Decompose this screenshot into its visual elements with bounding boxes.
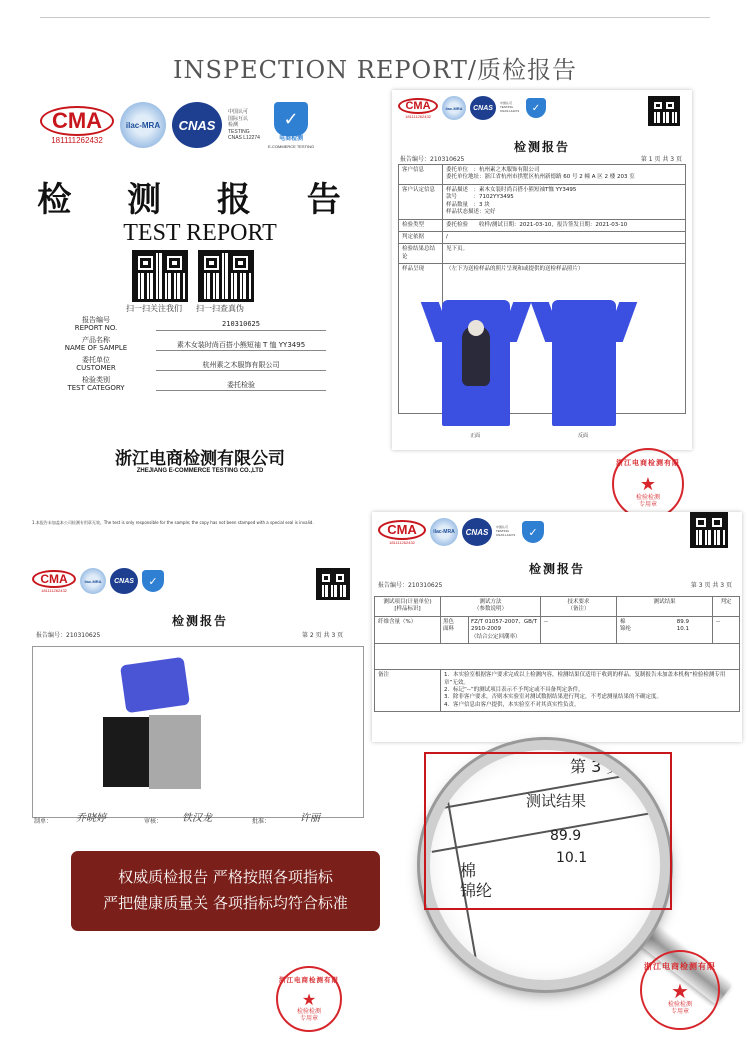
page2-page-count: 第 2 页 共 3 页: [302, 632, 344, 639]
table-row: 客户信息 委托单位 ：杭州素之木服饰有限公司 委托单位地址：浙江省杭州市拱墅区杭州新德路 60 号 2 幢 A 区 2 楼 203 室: [399, 165, 686, 185]
page1-report-no: 报告编号：210310625: [400, 156, 465, 163]
page1-title: 检测报告: [513, 140, 570, 154]
star-icon: ★: [639, 474, 657, 496]
page3-title: 检测报告: [528, 562, 585, 576]
star-icon: ★: [301, 990, 317, 1010]
field-label: 委托单位 CUSTOMER: [76, 356, 116, 373]
page3-logos: CMA 181111262432 ilac-MRA CNAS 中国认可 TESTING CNAS L12274 ✓: [378, 518, 544, 546]
check-shield-icon: ✓: [522, 521, 544, 543]
table-row: 备注 1．本实验室根据客户要求完成以上检测内容，检测结果仅适用于收到的样品。复制报告未加盖本机构“检验检测专用章”无效。 2．标记“--”的测试项目表示不予判定或不具备判定条件。 3．除非客户要求，否则本实验室对测试数据结果进行判定，不考虑测量结果的不确定度。 4．客户信息由客户提供，本实验室不对其真实性负责。: [375, 670, 740, 712]
banner-line-2: 严把健康质量关 各项指标均符合标准: [103, 894, 348, 912]
table-row: 客户认定信息 样品描述 ：素木女装时尚百搭小熊短袖T恤 YY3495 款号 ：7102YY3495 样品数量 ：3 块 样品状态描述：完好: [399, 184, 686, 219]
qr-code: [648, 96, 680, 126]
table-row: [375, 644, 740, 670]
cnas-logo: CNAS: [470, 96, 496, 120]
page3-results-table: [374, 596, 740, 712]
fabric-sample-photo: [32, 646, 364, 818]
page-title: INSPECTION REPORT/质检报告: [173, 56, 577, 84]
field-label: 报告编号 REPORT NO.: [74, 316, 118, 333]
banner-line-1: 权威质检报告 严格按照各项指标: [118, 868, 333, 886]
report-cover: [30, 88, 370, 478]
highlight-box: [424, 752, 672, 910]
test-category-value: 委托检验: [227, 381, 255, 389]
field-label: 检验类别 TEST CATEGORY: [67, 376, 125, 393]
magnified-value-nylon: 10.1: [556, 850, 588, 866]
table-row: 判定依据 /: [399, 231, 686, 243]
qr-caption-verify: 扫一扫查真伪: [196, 304, 244, 313]
table-header-row: 测试项目(计量单位) [样品标识] 测试方法 （参数说明） 技术要求 （备注） 测试结果 判定: [375, 597, 740, 617]
back-label: 反面: [578, 433, 589, 439]
quality-banner: [71, 851, 380, 931]
cnas-logo: CNAS: [110, 568, 138, 594]
qr-caption-follow: 扫一扫关注我们: [126, 304, 182, 313]
table-row: 检验类型 委托检验 收样/测试日期：2021-03-10，报告签发日期：2021-03-10: [399, 219, 686, 231]
qr-code-verify: [198, 250, 254, 302]
page2-title: 检测报告: [171, 614, 228, 628]
signature-reviewed: 铁汉龙: [182, 813, 212, 824]
ecom-testing-logo: ✓ 电商检测 E-COMMERCE TESTING: [268, 102, 314, 149]
cma-logo: CMA 181111262432: [398, 98, 438, 119]
cnas-text: 中国认可 国际互认 检测 TESTING CNAS L12274: [228, 109, 260, 142]
check-shield-icon: ✓: [526, 98, 546, 118]
report-page-1: [392, 90, 692, 450]
bear-head-icon: [468, 320, 484, 336]
signature-prepared: 乔晓婷: [76, 813, 106, 824]
page3-page-count: 第 3 页 共 3 页: [690, 582, 732, 589]
ilac-logo: ilac-MRA: [80, 568, 106, 594]
report-no-value: 210310625: [222, 320, 260, 328]
check-shield-icon: ✓: [142, 570, 164, 592]
page1-page-count: 第 1 页 共 3 页: [640, 156, 682, 163]
ilac-logo: ilac-MRA: [120, 102, 166, 148]
front-label: 正面: [470, 433, 481, 439]
signature-approved: 许丽: [300, 813, 320, 824]
page2-disclaimer: 1.本报告未加盖本公司检测专用章无效。The test is only responsible for the sample; the copy has not been stamped with a special seal is invalid.: [32, 520, 314, 525]
magnified-page-label: 第 3 页: [570, 757, 623, 776]
page3-report-no: 报告编号：210310625: [378, 582, 443, 589]
magnified-fiber-cotton: 棉: [460, 861, 477, 880]
cover-logos: [40, 102, 314, 149]
table-row: 纤维含量（%） 黑色 面料 FZ/T 01057-2007、GB/T 2910-2009 （结合公定回潮率） -- 棉 89.9 锦纶 10.1 --: [375, 616, 740, 643]
company-name-cn: 浙江电商检测有限公司: [115, 449, 285, 469]
report-page-2: [30, 516, 370, 831]
qr-code-follow: [132, 250, 188, 302]
sign-prepared: 制单：: [34, 818, 53, 825]
star-icon: ★: [671, 979, 689, 1004]
company-name-en: ZHEJIANG E-COMMERCE TESTING CO.,LTD: [136, 468, 264, 474]
cma-logo: CMA 181111262432: [32, 570, 76, 593]
blue-fabric-swatch: [120, 657, 190, 713]
black-fabric-swatch: [103, 717, 153, 787]
cma-logo: CMA 181111262432: [378, 520, 426, 545]
table-row: 检验结果总结论 见下页。: [399, 244, 686, 264]
cover-title-cn: 检 测 报 告: [37, 180, 363, 220]
cnas-logo: CNAS: [172, 102, 222, 148]
magnified-value-cotton: 89.9: [550, 828, 582, 844]
cma-logo: CMA 181111262432: [40, 106, 114, 145]
report-page-3: [372, 512, 742, 742]
inspection-seal: 浙江电商检测有限 ★ 检验检测 专用章: [612, 448, 684, 520]
sample-name-value: 素木女装时尚百搭小熊短袖 T 恤 YY3495: [176, 341, 306, 349]
ilac-logo: ilac-MRA: [430, 518, 458, 546]
cnas-logo: CNAS: [462, 518, 492, 546]
qr-code: [690, 512, 728, 548]
cover-title-en: TEST REPORT: [123, 220, 277, 246]
top-divider: [40, 17, 710, 18]
grey-fabric-swatch: [149, 715, 201, 789]
magnified-fiber-nylon: 锦纶: [460, 881, 493, 900]
qr-code: [316, 568, 350, 600]
cover-info-fields: [46, 316, 366, 396]
inspection-seal: 浙江电商检测有限 ★ 检验检测 专用章: [276, 966, 342, 1032]
inspection-seal: 浙江电商检测有限 ★ 检验检测 专用章: [640, 950, 720, 1030]
magnified-result-header: 测试结果: [526, 792, 587, 810]
page1-logos: CMA 181111262432 ilac-MRA CNAS 中国认可 TESTING CNAS L12274 ✓: [398, 96, 546, 120]
sign-approved: 批准：: [252, 818, 271, 825]
check-shield-icon: ✓: [274, 102, 308, 136]
ilac-logo: ilac-MRA: [442, 96, 466, 120]
sign-reviewed: 审核：: [144, 818, 163, 825]
page2-logos: [32, 568, 164, 594]
table-row: 样品呈现 （左下为送检样品的照片呈现和或提供的送检样品照片）: [399, 264, 686, 414]
field-label: 产品名称 NAME OF SAMPLE: [64, 336, 128, 353]
page2-report-no: 报告编号：210310625: [36, 632, 101, 639]
customer-value: 杭州素之木服饰有限公司: [202, 361, 280, 369]
